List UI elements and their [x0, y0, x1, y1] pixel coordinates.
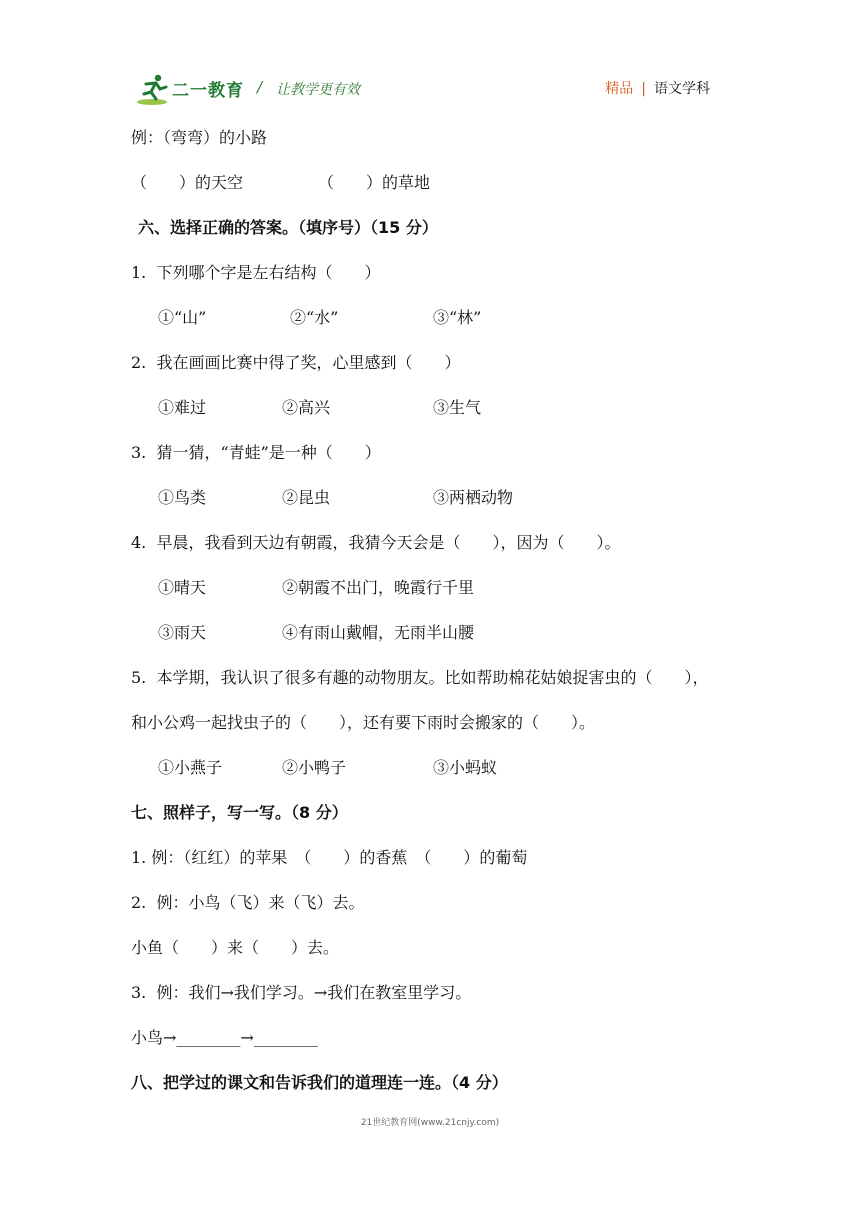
subject-tag: 语文学科 [654, 81, 710, 97]
question-5-line-1: 5. 本学期，我认识了很多有趣的动物朋友。比如帮助棉花姑娘捉害虫的（ ）， [131, 668, 709, 687]
s7-item-1: 1. 例：（红红）的苹果 （ ）的香蕉 （ ）的葡萄 [131, 848, 528, 867]
question-5-line-2: 和小公鸡一起找虫子的（ ），还有要下雨时会搬家的（ ）。 [131, 713, 596, 732]
header-slogan: 让教学更有效 [276, 82, 360, 98]
s7-item-3-answer: 小鸟→________→________ [131, 1028, 318, 1047]
s7-item-2-answer: 小鱼（ ）来（ ）去。 [131, 938, 340, 957]
q5-option-1: ①小燕子 [158, 758, 223, 777]
q4-option-4: ④有雨山戴帽，无雨半山腰 [282, 623, 475, 642]
example-line: 例：（弯弯）的小路 [131, 128, 268, 147]
q1-option-2: ②“水” [290, 308, 339, 327]
blank-sky: （ ）的天空 [131, 173, 244, 192]
premium-tag: 精品 [605, 81, 634, 97]
q4-option-1: ①晴天 [158, 578, 207, 597]
runner-icon [136, 72, 172, 106]
section-7-title: 七、照样子，写一写。（8 分） [131, 803, 348, 822]
q3-option-2: ②昆虫 [282, 488, 331, 507]
s7-item-2: 2. 例：小鸟（飞）来（飞）去。 [131, 893, 365, 912]
q3-option-3: ③两栖动物 [433, 488, 514, 507]
q5-option-3: ③小蚂蚁 [433, 758, 498, 777]
tag-divider: | [641, 81, 646, 97]
question-1: 1. 下列哪个字是左右结构（ ） [131, 263, 381, 282]
q4-option-3: ③雨天 [158, 623, 207, 642]
question-2: 2. 我在画画比赛中得了奖，心里感到（ ） [131, 353, 461, 372]
q1-option-1: ①“山” [158, 308, 207, 327]
question-4: 4. 早晨，我看到天边有朝霞，我猜今天会是（ ），因为（ ）。 [131, 533, 621, 552]
q4-option-2: ②朝霞不出门，晚霞行千里 [282, 578, 475, 597]
q2-option-1: ①难过 [158, 398, 207, 417]
q5-option-2: ②小鸭子 [282, 758, 347, 777]
header-tag [605, 78, 710, 98]
q3-option-1: ①鸟类 [158, 488, 207, 507]
section-8-title: 八、把学过的课文和告诉我们的道理连一连。（4 分） [131, 1073, 508, 1092]
page-header [136, 72, 716, 106]
logo-text: 二一教育 [172, 81, 244, 101]
q2-option-2: ②高兴 [282, 398, 331, 417]
s7-item-3: 3. 例：我们→我们学习。→我们在教室里学习。 [131, 983, 472, 1002]
q2-option-3: ③生气 [433, 398, 482, 417]
blank-grass: （ ）的草地 [318, 173, 431, 192]
brand-logo [136, 72, 246, 106]
question-3: 3. 猜一猜，“青蛙”是一种（ ） [131, 443, 381, 462]
page-footer: 21世纪教育网(www.21cnjy.com) [360, 1118, 500, 1128]
q1-option-3: ③“林” [433, 308, 482, 327]
header-slash: / [257, 78, 263, 96]
section-6-title: 六、选择正确的答案。（填序号）（15 分） [138, 218, 438, 237]
